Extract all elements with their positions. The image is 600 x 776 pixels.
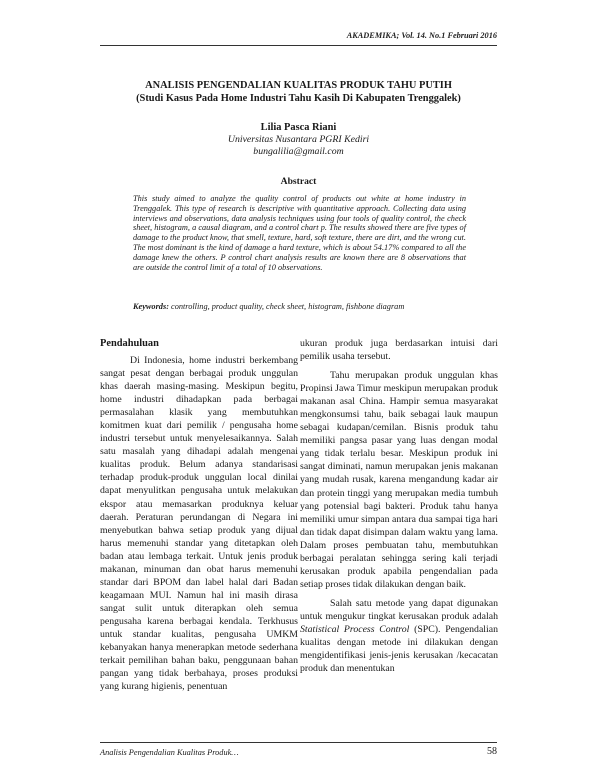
page-number: 58	[487, 746, 497, 757]
author-email: bungalilia@gmail.com	[253, 146, 344, 157]
keywords	[133, 302, 466, 312]
body-paragraph: Di Indonesia, home industri berkembang sangat pesat dengan berbagai produk unggulan khas daerah masing-masing. Meskipun begitu, home industri dihadapkan pada berbagai permasalahan klasik yang membutuhkan komitmen kuat dari pemilik / pengusaha home industri tersebut untuk menyelesaikannya. Salah satu masalah yang dihadapi adalah mengenai kualitas produk. Belum adanya standarisasi terhadap produk-produk unggulan local dinilai dapat menyulitkan pengusaha untuk melakukan ekspor atau memasarkan produknya keluar daerah. Peraturan perundangan di Negara ini menyebutkan bahwa setiap produk yang dijual harus memenuhi standar yang ditetapkan oleh badan atau lembaga terkait. Untuk jenis produk makanan, minuman dan obat harus memenuhi standar dari BPOM dan label halal dari Badan keagamaan MUI. Namun hal ini masih dirasa sangat sulit untuk diterapkan oleh semua pengusaha karena berbagai kendala. Terkhusus untuk standar kualitas, pengusaha UMKM kebanyakan hanya menerapkan metode sederhana terkait pemilihan bahan baku, penggunaan bahan pangan yang tidak berbahaya, proses produksi yang kurang higienis, penentuan	[100, 355, 298, 693]
body-paragraph: Tahu merupakan produk unggulan khas Propinsi Jawa Timur meskipun merupakan produk makanan asal China. Hampir semua masyarakat mengkonsumsi tahu, baik sebagai lauk maupun sebagai kudapan/cemilan. Bisnis produk tahu memiliki pangsa pasar yang luas dengan modal yang tidak terlalu besar. Meskipun produk ini sangat diminati, namun merupakan jenis makanan yang mudah rusak, karena mengandung kadar air dan protein tinggi yang merupakan media tumbuh yang potensial bagi bakteri. Produk tahu hanya memiliki umur simpan antara dua sampai tiga hari dan tidak dapat disimpan dalam waktu yang lama. Dalam proses pembuatan tahu, membutuhkan berbagai peralatan sehingga sering kali terjadi kerusakan produk apabila pengendalian pada setiap proses tidak dilakukan dengan baik.	[300, 370, 498, 590]
right-column	[300, 337, 498, 681]
abstract-text: This study aimed to analyze the quality control of products out white at home industry in Trenggalek. This type of research is descriptive with quantitative approach. Collecting data using interviews and observations, data analysis techniques using four tools of quality control, the check sheet, histogram, a causal diagram, and a control chart p. The results showed there are five types of damage to the product know, that smell, texture, hard, soft texture, there are dirt, and the wrong cut. The most dominant is the kind of damage a hard texture, which is about 54.17% compared to all the damage knew the others. P control chart analysis results are known there are 8 observations that are outside the control limit of a total of 10 observations.	[133, 194, 466, 272]
keywords-text: controlling, product quality, check sheet, histogram, fishbone diagram	[168, 302, 405, 311]
footer-rule	[100, 742, 497, 743]
author-name: Lilia Pasca Riani	[260, 122, 337, 133]
journal-header: AKADEMIKA; Vol. 14. No.1 Februari 2016	[346, 31, 497, 40]
paper-subtitle: (Studi Kasus Pada Home Industri Tahu Kasih Di Kabupaten Trenggalek)	[136, 93, 461, 104]
paper-title: ANALISIS PENGENDALIAN KUALITAS PRODUK TAHU PUTIH	[145, 80, 452, 91]
body-paragraph: ukuran produk juga berdasarkan intuisi dari pemilik usaha tersebut.	[300, 338, 498, 363]
author-affiliation: Universitas Nusantara PGRI Kediri	[227, 134, 370, 145]
title-block	[100, 79, 497, 158]
keywords-label: Keywords:	[133, 302, 169, 311]
header-rule	[100, 45, 497, 46]
section-heading: Pendahuluan	[100, 338, 159, 349]
running-title: Analisis Pengendalian Kualitas Produk…	[100, 748, 239, 757]
body-paragraph	[300, 597, 498, 675]
paragraph-text: (SPC). Pengendalian kualitas dengan metode ini dilakukan dengan mengidentifikasi jenis-jenis kerusakan /kecacatan produk dan menentukan	[300, 623, 498, 675]
paragraph-text: Salah satu metode yang dapat digunakan untuk mengukur tingkat kerusakan produk adalah	[300, 597, 498, 622]
abstract-heading: Abstract	[280, 176, 317, 187]
spc-term: Statistical Process Control	[300, 623, 410, 635]
left-column	[100, 337, 298, 699]
